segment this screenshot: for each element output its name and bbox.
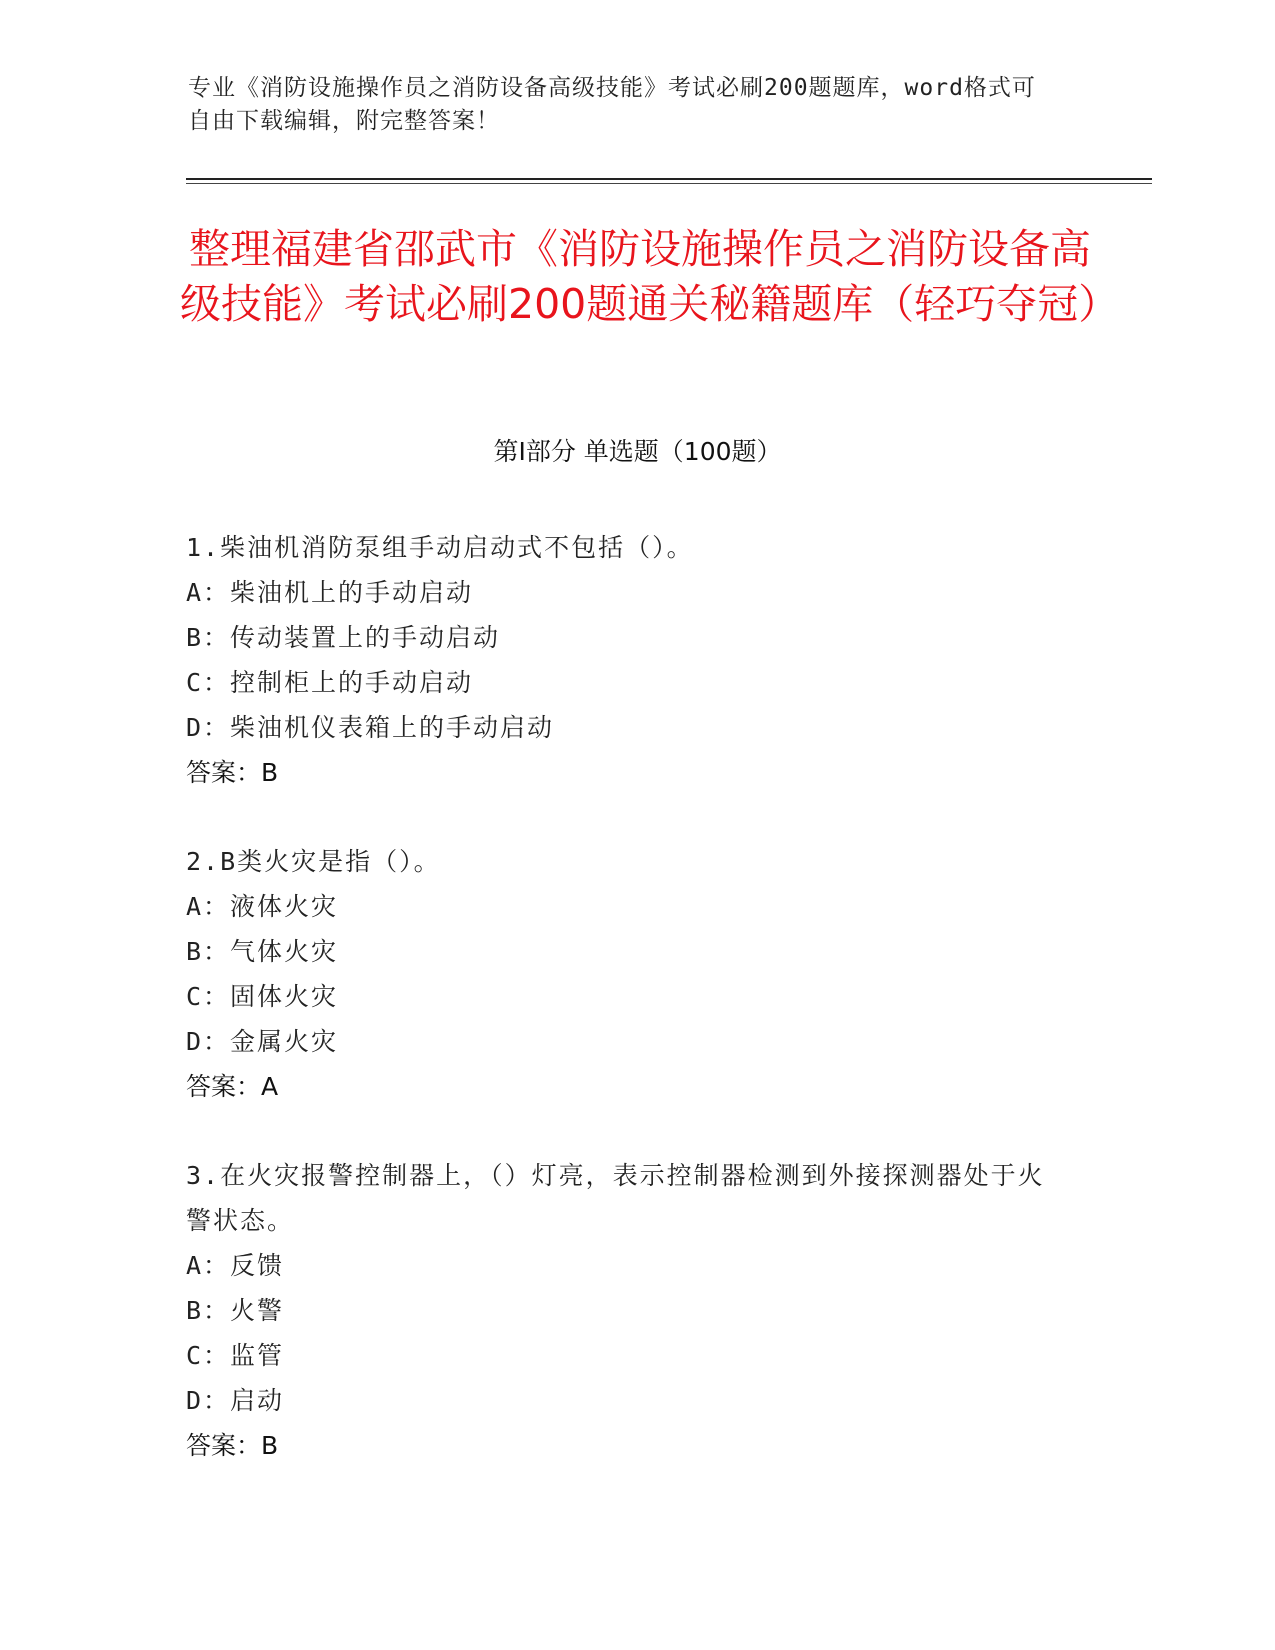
option-c <box>186 974 1066 1019</box>
document-title: 整理福建省邵武市《消防设施操作员之消防设备高级技能》考试必刷200题通关秘籍题库（轻巧夺冠） <box>180 225 1120 328</box>
option-key: C： <box>186 1341 231 1370</box>
option-key: A： <box>186 578 231 607</box>
option-key: B： <box>186 623 231 652</box>
question-item <box>186 1153 1066 1468</box>
question-stem: 3.在火灾报警控制器上，（）灯亮，表示控制器检测到外接探测器处于火警状态。 <box>186 1161 1045 1235</box>
question-item <box>186 525 1066 795</box>
option-a <box>186 1243 1066 1288</box>
option-c <box>186 660 1066 705</box>
option-key: D： <box>186 1386 231 1415</box>
option-b <box>186 1288 1066 1333</box>
option-d <box>186 1378 1066 1423</box>
option-text: 传动装置上的手动启动 <box>230 623 501 652</box>
answer-line: 答案：B <box>186 758 279 787</box>
option-c <box>186 1333 1066 1378</box>
option-b <box>186 615 1066 660</box>
option-key: C： <box>186 668 231 697</box>
option-d <box>186 1019 1066 1064</box>
option-a <box>186 884 1066 929</box>
option-key: A： <box>186 1251 231 1280</box>
option-a <box>186 570 1066 615</box>
option-key: B： <box>186 937 231 966</box>
section-heading: 第Ⅰ部分 单选题（100题） <box>493 437 782 466</box>
option-text: 金属火灾 <box>230 1027 339 1056</box>
option-key: D： <box>186 713 231 742</box>
question-item <box>186 839 1066 1109</box>
option-text: 固体火灾 <box>230 982 339 1011</box>
header-divider-thin <box>186 183 1152 184</box>
question-stem: 2.B类火灾是指（）。 <box>186 847 441 876</box>
option-text: 监管 <box>230 1341 285 1370</box>
answer-line: 答案：B <box>186 1431 279 1460</box>
option-key: B： <box>186 1296 231 1325</box>
option-text: 柴油机上的手动启动 <box>230 578 474 607</box>
header-divider-thick <box>186 178 1152 180</box>
option-text: 液体火灾 <box>230 892 339 921</box>
option-d <box>186 705 1066 750</box>
question-stem: 1.柴油机消防泵组手动启动式不包括（）。 <box>186 533 694 562</box>
option-text: 控制柜上的手动启动 <box>230 668 474 697</box>
option-text: 气体火灾 <box>230 937 339 966</box>
option-text: 火警 <box>230 1296 285 1325</box>
option-text: 反馈 <box>230 1251 285 1280</box>
question-list <box>186 525 1066 1512</box>
option-text: 启动 <box>230 1386 285 1415</box>
option-text: 柴油机仪表箱上的手动启动 <box>230 713 555 742</box>
option-key: D： <box>186 1027 231 1056</box>
header-note: 专业《消防设施操作员之消防设备高级技能》考试必刷200题题库，word格式可自由下载编辑，附完整答案！ <box>188 75 1036 134</box>
option-key: A： <box>186 892 231 921</box>
option-key: C： <box>186 982 231 1011</box>
answer-line: 答案：A <box>186 1072 279 1101</box>
option-b <box>186 929 1066 974</box>
